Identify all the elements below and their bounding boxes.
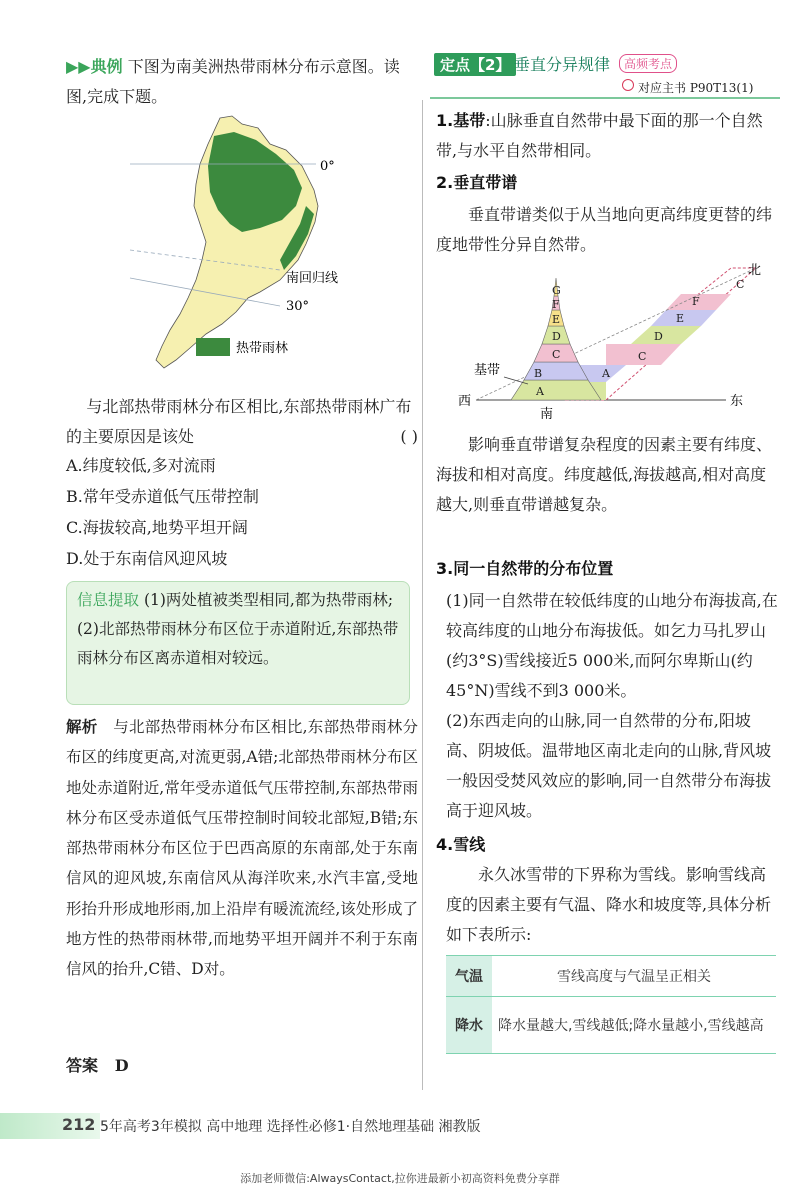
ref-target-icon — [622, 79, 634, 91]
option-b: B.常年受赤道低气压带控制 — [66, 487, 259, 506]
slope-f: F — [692, 295, 700, 308]
s1-head: 1.基带 — [436, 111, 486, 130]
legend-label: 热带雨林 — [236, 341, 289, 356]
snowline-table — [446, 955, 776, 1054]
table-row — [446, 997, 776, 1054]
answer-label: 答案 — [66, 1056, 99, 1075]
watermark-text: 添加老师微信:AlwaysContact,拉你进最新小初高资料免费分享群 — [240, 1172, 560, 1185]
page-number: 212 — [62, 1115, 96, 1134]
point-title: 垂直分异规律 — [514, 55, 611, 74]
question-stem — [66, 392, 418, 452]
s3-text2: (2)东西走向的山脉,同一自然带的分布,阳坡高、阴坡低。温带地区南北走向的山脉,背风坡一般因受焚风效应的影响,同一自然带分布海拔高于迎风坡。 — [446, 711, 772, 820]
band-b: B — [534, 367, 543, 380]
s1-text: :山脉垂直自然带中最下面的那一个自然带,与水平自然带相同。 — [436, 111, 763, 160]
eq-label: 0° — [320, 159, 335, 174]
ref-text: 对应主书 P90T13(1) — [638, 81, 754, 95]
header-divider — [430, 97, 780, 99]
info-label: 信息提取 — [77, 591, 140, 609]
table-key: 气温 — [446, 956, 492, 997]
column-divider — [422, 100, 423, 1090]
table-row — [446, 956, 776, 997]
slope-d: D — [654, 330, 663, 343]
legend-swatch — [196, 338, 230, 356]
point-badge: 定点【2】 — [434, 53, 516, 76]
info-box — [66, 581, 410, 705]
stem-text: 与北部热带雨林分布区相比,东部热带雨林广布的主要原因是该处 — [66, 397, 412, 446]
s3-text1: (1)同一自然带在较低纬度的山地分布海拔高,在较高纬度的山地分布海拔低。如乞力马扎罗山(约3°S)雪线接近5 000米,而阿尔卑斯山(约45°N)雪线不到3 000米。 — [446, 591, 778, 700]
south-america-map — [110, 110, 420, 380]
freq-badge: 高频考点 — [619, 54, 677, 73]
table-value: 雪线高度与气温呈正相关 — [492, 956, 776, 997]
band-d: D — [552, 330, 561, 343]
s4-head: 4.雪线 — [436, 835, 486, 854]
slope-c2: C — [736, 278, 745, 291]
tropic-label: 南回归线 — [286, 271, 339, 286]
band-g: G — [552, 284, 561, 297]
s2-text: 垂直带谱类似于从当地向更高纬度更替的纬度地带性分异自然带。 — [436, 205, 773, 254]
slope-c: C — [638, 350, 647, 363]
example-intro-text: 下图为南美洲热带雨林分布示意图。读图,完成下题。 — [66, 57, 400, 106]
slope-a: A — [602, 367, 610, 380]
south-label: 南 — [540, 407, 554, 422]
answer — [66, 1053, 129, 1076]
east-label: 东 — [730, 394, 744, 409]
band-e: E — [552, 313, 561, 326]
band-a: A — [536, 385, 544, 398]
info-text: (1)两处植被类型相同,都为热带雨林;(2)北部热带雨林分布区位于赤道附近,东部热带雨林分布区离赤道相对较远。 — [77, 591, 399, 667]
option-a: A.纬度较低,多对流雨 — [66, 456, 216, 475]
s2-head: 2.垂直带谱 — [436, 173, 518, 192]
west-label: 西 — [458, 394, 472, 409]
option-c: C.海拔较高,地势平坦开阔 — [66, 518, 248, 537]
footer-text: 5年高考3年模拟 高中地理 选择性必修1·自然地理基础 湘教版 — [100, 1119, 481, 1135]
analysis-label: 解析 — [66, 718, 98, 736]
answer-value: D — [114, 1056, 129, 1075]
analysis-text: 与北部热带雨林分布区相比,东部热带雨林分布区的纬度更高,对流更弱,A错;北部热带雨林分布区地处赤道附近,常年受赤道低气压带控制,东部热带雨林分布区受赤道低气压带控制时间较北部短,B错;东部热带雨林分布区位于巴西高原的东南部,处于东南信风的迎风坡,东南信风从海洋吹来,水汽丰富,受地形抬升形成地形雨,加上沿岸有暖流流经,该处形成了地方性的热带雨林带,而地势平坦开阔并不利于东南信风的抬升,C错、D对。 — [66, 718, 419, 979]
example-tag: ▶▶典例 — [66, 57, 123, 76]
band-f: F — [552, 298, 560, 311]
s2-text2: 影响垂直带谱复杂程度的因素主要有纬度、海拔和相对高度。纬度越低,海拔越高,相对高度越大,则垂直带谱越复杂。 — [436, 435, 773, 514]
table-key: 降水 — [446, 997, 492, 1054]
analysis — [66, 712, 418, 985]
band-c: C — [552, 348, 561, 361]
north-label: 北 — [748, 263, 762, 278]
option-d: D.处于东南信风迎风坡 — [66, 549, 228, 568]
answer-paren: ( ) — [400, 427, 418, 446]
table-value: 降水量越大,雪线越低;降水量越小,雪线越高 — [492, 997, 776, 1054]
section-1 — [436, 106, 778, 166]
zonation-diagram — [456, 262, 776, 422]
s3-head: 3.同一自然带的分布位置 — [436, 559, 614, 578]
example-intro — [66, 52, 418, 112]
lat30-label: 30° — [286, 299, 310, 314]
base-label: 基带 — [474, 363, 501, 378]
s4-text: 永久冰雪带的下界称为雪线。影响雪线高度的因素主要有气温、降水和坡度等,具体分析如下表所示: — [446, 865, 772, 944]
slope-e: E — [676, 312, 685, 325]
